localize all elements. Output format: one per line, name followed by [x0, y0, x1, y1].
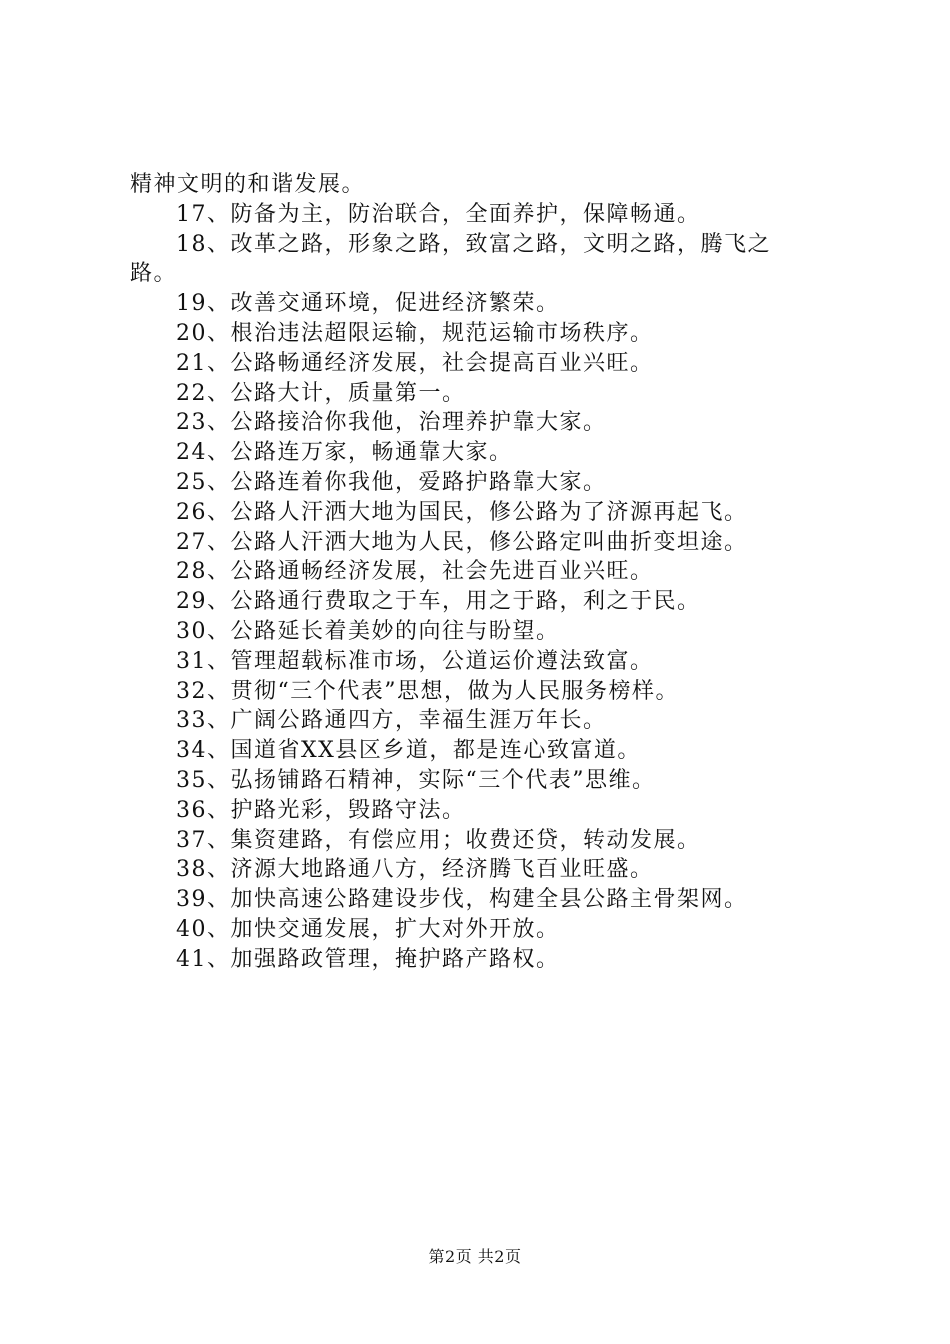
paragraph-line: 22、公路大计，质量第一。 [176, 380, 466, 406]
paragraph-line: 19、改善交通环境，促进经济繁荣。 [176, 291, 560, 317]
paragraph-line: 25、公路连着你我他，爱路护路靠大家。 [176, 469, 607, 495]
paragraph-line: 30、公路延长着美妙的向往与盼望。 [176, 618, 560, 644]
paragraph-line: 34、国道省XX县区乡道，都是连心致富道。 [176, 738, 641, 764]
paragraph-line: 24、公路连万家，畅通靠大家。 [176, 440, 513, 466]
paragraph-line: 31、管理超载标准市场，公道运价遵法致富。 [176, 648, 654, 674]
paragraph-line: 36、护路光彩，毁路守法。 [176, 797, 466, 823]
paragraph-line: 40、加快交通发展，扩大对外开放。 [176, 916, 560, 942]
paragraph-line: 41、加强路政管理，掩护路产路权。 [176, 946, 560, 972]
paragraph-line: 路。 [130, 261, 178, 287]
paragraph-line: 37、集资建路，有偿应用；收费还贷，转动发展。 [176, 827, 701, 853]
paragraph-line: 21、公路畅通经济发展，社会提高百业兴旺。 [176, 350, 654, 376]
paragraph-line: 33、广阔公路通四方，幸福生涯万年长。 [176, 708, 607, 734]
document-body [130, 170, 840, 975]
paragraph-line: 29、公路通行费取之于车，用之于路，利之于民。 [176, 589, 701, 615]
paragraph-line: 17、防备为主，防治联合，全面养护，保障畅通。 [176, 201, 701, 227]
paragraph-line: 27、公路人汗洒大地为人民，修公路定叫曲折变坦途。 [176, 529, 748, 555]
paragraph-line: 39、加快高速公路建设步伐，构建全县公路主骨架网。 [176, 887, 748, 913]
paragraph-line: 精神文明的和谐发展。 [130, 172, 366, 197]
paragraph-line: 38、济源大地路通八方，经济腾飞百业旺盛。 [176, 857, 654, 883]
paragraph-line: 26、公路人汗洒大地为国民，修公路为了济源再起飞。 [176, 499, 748, 525]
paragraph-line: 20、根治违法超限运输，规范运输市场秩序。 [176, 320, 654, 346]
paragraph-line: 35、弘扬铺路石精神，实际“三个代表”思维。 [176, 767, 656, 793]
page-number-footer: 第2页 共2页 [428, 1247, 522, 1266]
paragraph-line: 18、改革之路，形象之路，致富之路，文明之路，腾飞之 [176, 231, 771, 257]
paragraph-line: 23、公路接洽你我他，治理养护靠大家。 [176, 410, 607, 436]
paragraph-line: 28、公路通畅经济发展，社会先进百业兴旺。 [176, 559, 654, 585]
paragraph-line: 32、贯彻“三个代表”思想，做为人民服务榜样。 [176, 678, 679, 704]
